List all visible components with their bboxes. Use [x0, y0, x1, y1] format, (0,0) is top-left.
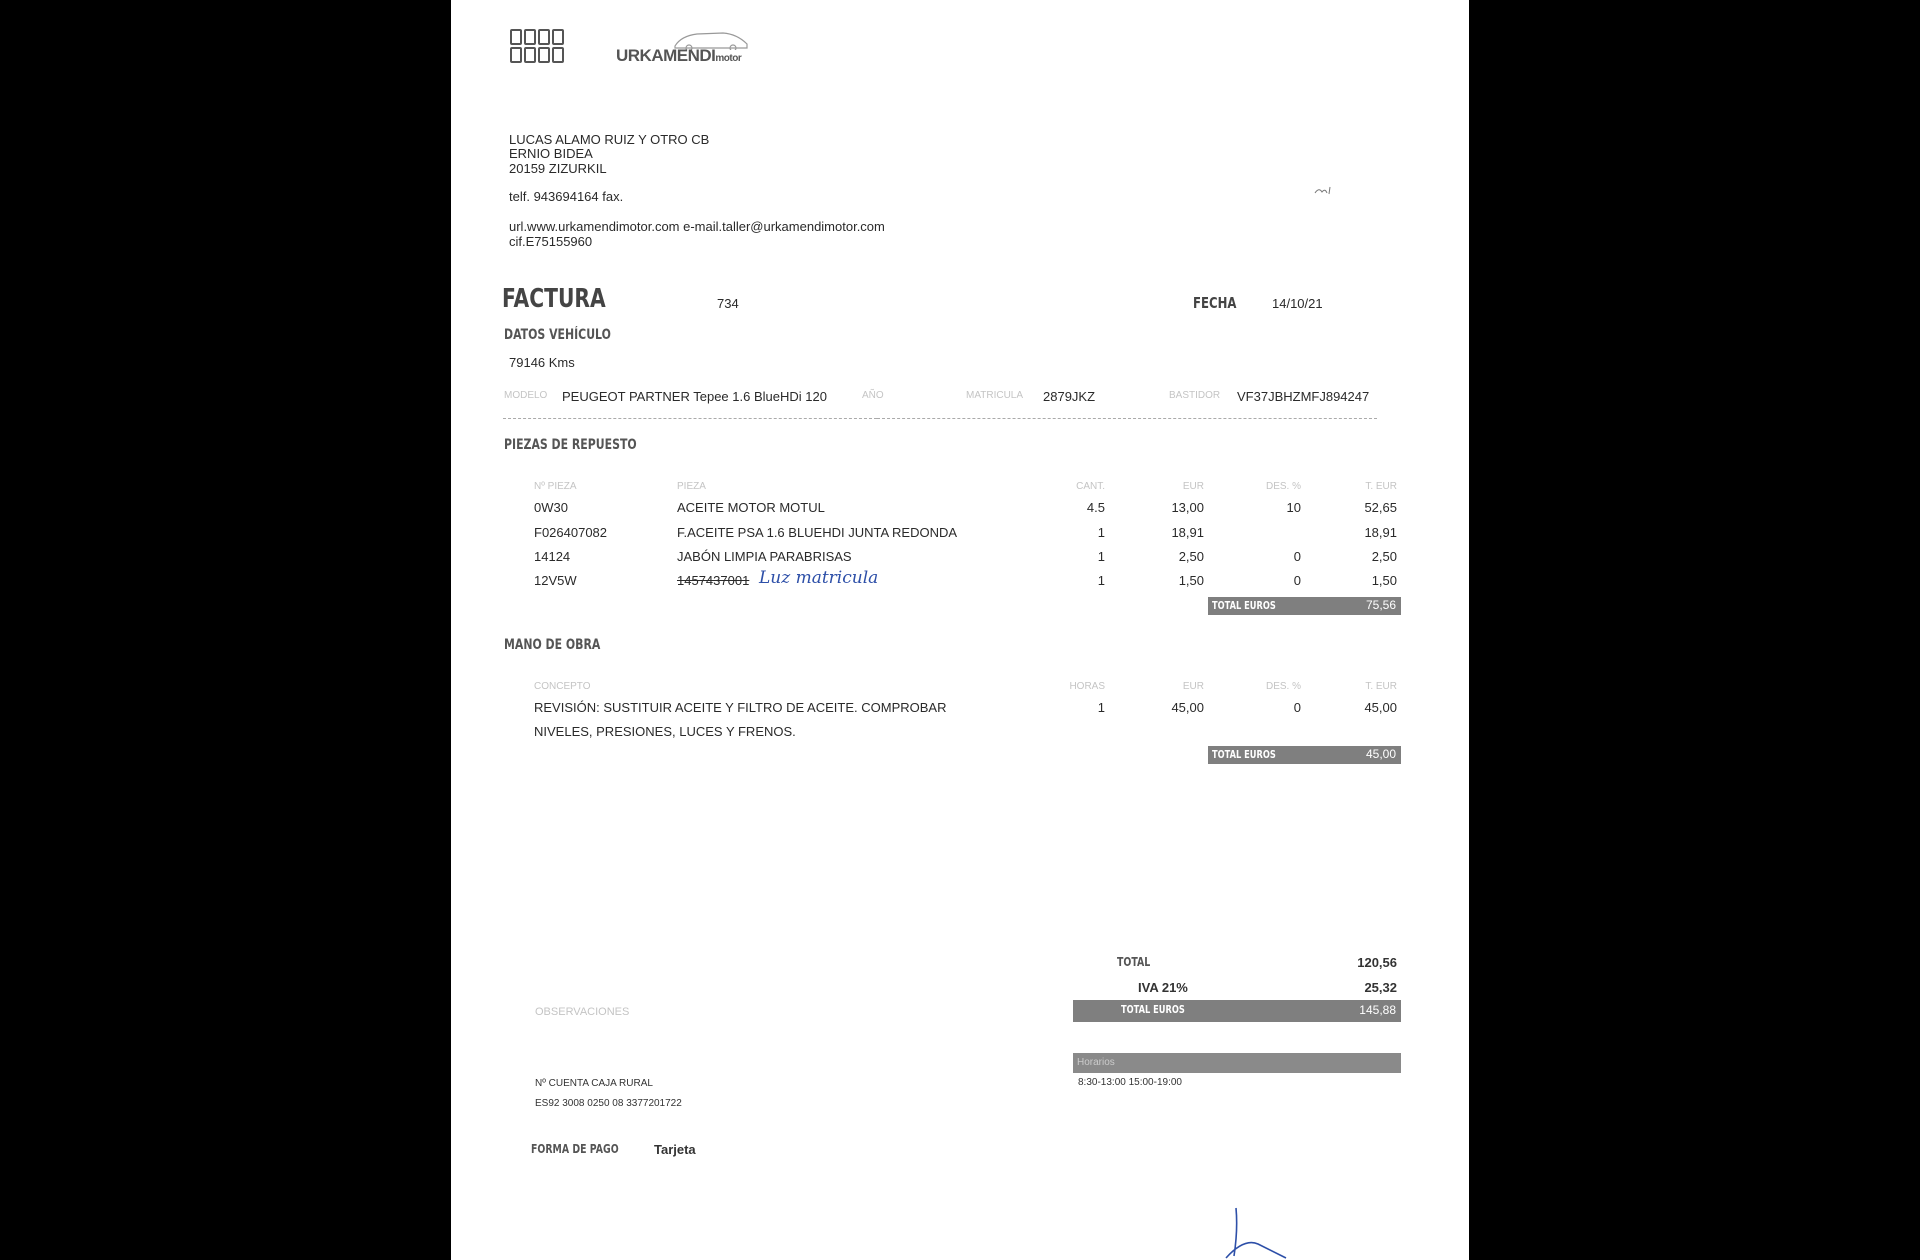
summary-total-label: TOTAL	[1117, 955, 1151, 969]
parts-total-bar	[1208, 597, 1401, 615]
workshop-logo-icons	[510, 29, 566, 67]
labour-total-value: 45,00	[1365, 747, 1396, 761]
company-web-email: url.www.urkamendimotor.com e-mail.taller@urkamendimotor.com	[509, 219, 885, 234]
grand-total-label: TOTAL EUROS	[1121, 1003, 1185, 1016]
divider	[503, 418, 877, 419]
invoice-number: 734	[717, 296, 739, 311]
invoice-date: 14/10/21	[1272, 296, 1323, 311]
logo-tile-icon	[538, 29, 550, 45]
labour-header-hours: HORAS	[1069, 681, 1105, 692]
schedule-label: Horarios	[1077, 1057, 1115, 1068]
part-price: 13,00	[1171, 500, 1204, 515]
parts-total-label: TOTAL EUROS	[1212, 599, 1276, 612]
parts-total-value: 75,56	[1365, 598, 1396, 612]
part-desc: JABÓN LIMPIA PARABRISAS	[677, 549, 852, 564]
company-phone: telf. 943694164 fax.	[509, 189, 624, 204]
vat-value: 25,32	[1364, 980, 1397, 995]
vehicle-plate: 2879JKZ	[1043, 389, 1096, 404]
observations-label: OBSERVACIONES	[535, 1006, 630, 1018]
invoice-title: FACTURA	[502, 284, 606, 314]
logo-tile-icon	[552, 47, 564, 63]
part-total: 52,65	[1364, 500, 1397, 515]
labour-desc-line2: NIVELES, PRESIONES, LUCES Y FRENOS.	[534, 724, 796, 739]
logo-tile-icon	[538, 47, 550, 63]
company-address: ERNIO BIDEA	[509, 146, 593, 161]
parts-header-total: T. EUR	[1365, 481, 1397, 492]
parts-header-disc: DES. %	[1265, 481, 1301, 492]
labour-header-disc: DES. %	[1265, 681, 1301, 692]
parts-header-price: EUR	[1182, 481, 1204, 492]
part-price: 2,50	[1178, 549, 1204, 564]
part-code: 12V5W	[534, 573, 577, 588]
labour-disc: 0	[1293, 700, 1301, 715]
handwritten-note: Luz matricula	[759, 568, 879, 588]
labour-section-title: MANO DE OBRA	[504, 637, 601, 653]
labour-header-concept: CONCEPTO	[534, 681, 591, 692]
logo-tile-icon	[510, 47, 522, 63]
labour-header-price: EUR	[1182, 681, 1204, 692]
part-price: 18,91	[1171, 525, 1204, 540]
summary-total-value: 120,56	[1357, 955, 1397, 970]
labour-total-label: TOTAL EUROS	[1212, 748, 1276, 761]
date-label: FECHA	[1193, 294, 1237, 312]
part-qty: 1	[1097, 549, 1105, 564]
bank-iban: ES92 3008 0250 08 3377201722	[535, 1098, 682, 1109]
company-cif: cif.E75155960	[509, 234, 593, 249]
vehicle-chassis: VF37JBHZMFJ894247	[1237, 389, 1370, 404]
part-code: F026407082	[534, 525, 608, 540]
scan-mark	[1313, 184, 1337, 199]
part-qty: 1	[1097, 573, 1105, 588]
year-label: AÑO	[862, 390, 884, 401]
company-name: LUCAS ALAMO RUIZ Y OTRO CB	[509, 132, 710, 147]
schedule-bar	[1073, 1053, 1401, 1073]
chassis-label: BASTIDOR	[1169, 390, 1221, 401]
part-disc: 0	[1293, 549, 1301, 564]
vat-label: IVA 21%	[1138, 980, 1188, 995]
grand-total-value: 145,88	[1359, 1003, 1396, 1017]
vehicle-model: PEUGEOT PARTNER Tepee 1.6 BlueHDi 120	[562, 389, 827, 404]
parts-header-qty: CANT.	[1076, 481, 1105, 492]
logo-tile-icon	[510, 29, 522, 45]
vehicle-kms: 79146 Kms	[509, 355, 575, 370]
vehicle-section-title: DATOS VEHÍCULO	[504, 327, 611, 343]
signature	[1196, 1200, 1296, 1260]
company-city: 20159 ZIZURKIL	[509, 161, 607, 176]
divider	[877, 418, 1377, 419]
plate-label: MATRICULA	[966, 390, 1024, 401]
logo-tile-icon	[524, 29, 536, 45]
part-qty: 1	[1097, 525, 1105, 540]
schedule-hours: 8:30-13:00 15:00-19:00	[1078, 1077, 1182, 1088]
grand-total-bar	[1073, 1000, 1401, 1022]
part-desc: ACEITE MOTOR MOTUL	[677, 500, 825, 515]
logo-tile-icon	[552, 29, 564, 45]
bank-label: Nº CUENTA CAJA RURAL	[535, 1078, 653, 1089]
logo-tile-icon	[524, 47, 536, 63]
part-code: 14124	[534, 549, 571, 564]
invoice-page	[451, 0, 1469, 1260]
part-qty: 4.5	[1086, 500, 1105, 515]
payment-method: Tarjeta	[654, 1142, 696, 1157]
labour-line-total: 45,00	[1364, 700, 1397, 715]
model-label: MODELO	[504, 390, 548, 401]
part-desc: 1457437001	[677, 573, 750, 588]
part-desc: F.ACEITE PSA 1.6 BLUEHDI JUNTA REDONDA	[677, 525, 958, 540]
company-logo: URKAMENDImotor	[616, 46, 742, 65]
part-price: 1,50	[1178, 573, 1204, 588]
parts-header-code: Nº PIEZA	[534, 481, 577, 492]
labour-price: 45,00	[1171, 700, 1204, 715]
part-total: 2,50	[1371, 549, 1397, 564]
part-total: 1,50	[1371, 573, 1397, 588]
part-disc: 10	[1286, 500, 1301, 515]
labour-header-total: T. EUR	[1365, 681, 1397, 692]
labour-total-bar	[1208, 746, 1401, 764]
labour-desc-line1: REVISIÓN: SUSTITUIR ACEITE Y FILTRO DE ACEITE. COMPROBAR	[534, 700, 947, 715]
labour-hours: 1	[1097, 700, 1105, 715]
part-disc: 0	[1293, 573, 1301, 588]
parts-header-desc: PIEZA	[677, 481, 706, 492]
parts-section-title: PIEZAS DE REPUESTO	[504, 437, 637, 453]
payment-label: FORMA DE PAGO	[531, 1142, 619, 1156]
part-code: 0W30	[534, 500, 568, 515]
part-total: 18,91	[1364, 525, 1397, 540]
